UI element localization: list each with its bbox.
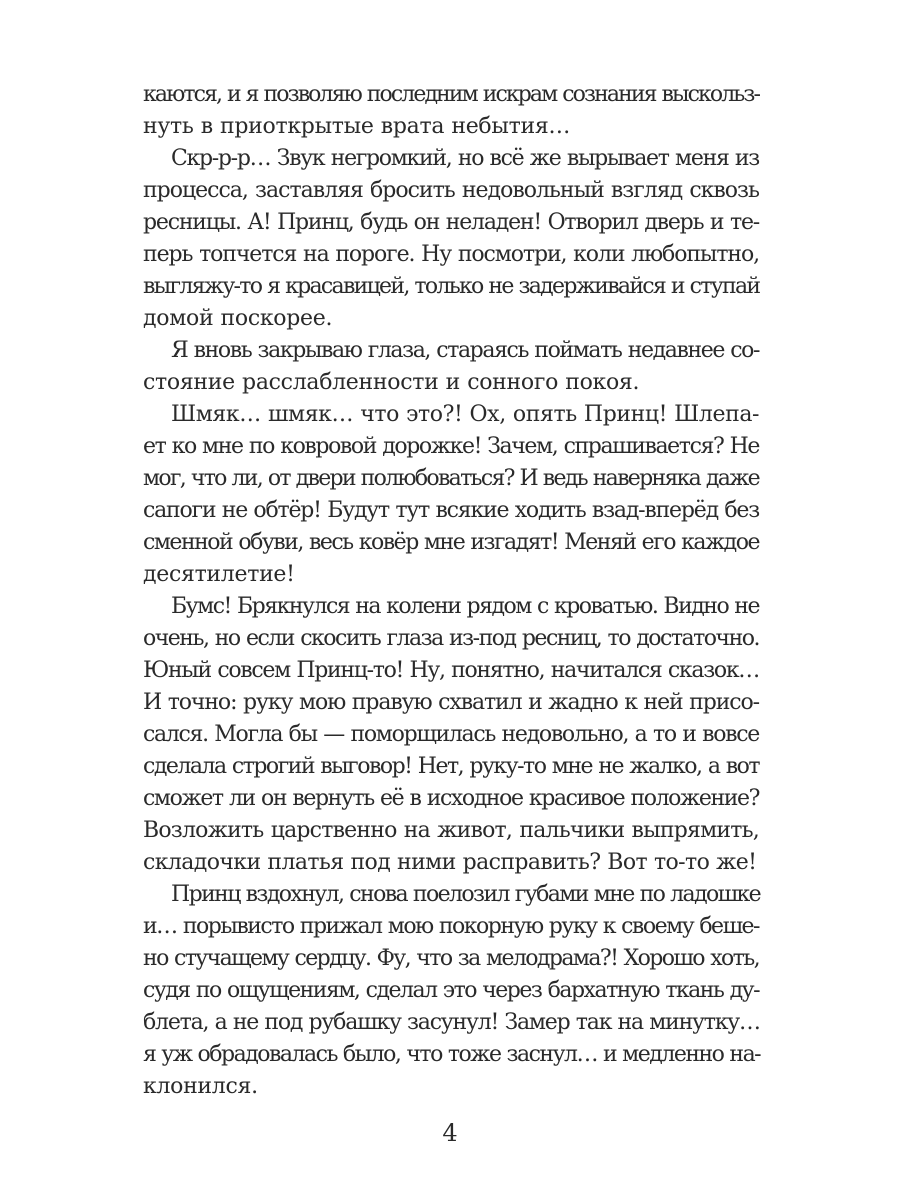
text-line: сапоги не обтёр! Будут тут всякие ходить взад-вперёд без	[143, 498, 759, 523]
paragraph	[143, 79, 759, 143]
text-line: каются, и я позволяю последним искрам сознания выскольз-	[143, 82, 759, 107]
text-line: сменной обуви, весь ковёр мне изгадят! Меняй его каждое	[143, 530, 759, 555]
text-line: домой поскорее.	[143, 306, 333, 331]
paragraph	[143, 879, 759, 1103]
text-line: стояние расслабленности и сонного покоя.	[143, 370, 640, 395]
text-line: перь топчется на пороге. Ну посмотри, коли любопытно,	[143, 242, 759, 267]
text-line: клонился.	[143, 1074, 258, 1099]
text-line: мог, что ли, от двери полюбоваться? И ведь наверняка даже	[143, 466, 760, 491]
text-line: сможет ли он вернуть её в исходное красивое положение?	[143, 786, 759, 811]
text-line: складочки платья под ними расправить? Вот то-то же!	[143, 850, 757, 875]
text-line: Возложить царственно на живот, пальчики выпрямить,	[143, 818, 759, 843]
text-line: сался. Могла бы — поморщилась недовольно, а то и вовсе	[143, 722, 759, 747]
body-text	[143, 79, 759, 1103]
text-line: сделала строгий выговор! Нет, руку-то мне не жалко, а вот	[143, 754, 759, 779]
text-line: ресницы. А! Принц, будь он неладен! Отворил дверь и те-	[143, 210, 759, 235]
text-line: И точно: руку мою правую схватил и жадно к ней присо-	[143, 690, 759, 715]
text-line: выгляжу-то я красавицей, только не задерживайся и ступай	[143, 274, 760, 299]
paragraph	[143, 591, 759, 879]
text-line: Юный совсем Принц-то! Ну, понятно, начитался сказок…	[143, 658, 759, 683]
text-line: блета, а не под рубашку засунул! Замер так на минутку…	[143, 1010, 760, 1035]
text-line: процесса, заставляя бросить недовольный взгляд сквозь	[143, 178, 759, 203]
paragraph	[143, 143, 759, 335]
page-number: 4	[442, 1119, 458, 1147]
text-line: Скр-р-р… Звук негромкий, но всё же вырывает меня из	[171, 146, 759, 171]
text-line: и… порывисто прижал мою покорную руку к своему беше-	[143, 914, 759, 939]
text-line: но стучащему сердцу. Фу, что за мелодрама?! Хорошо хоть,	[143, 946, 759, 971]
paragraph	[143, 399, 759, 591]
paragraph	[143, 335, 759, 399]
text-line: Я вновь закрываю глаза, стараясь поймать недавнее со-	[171, 338, 759, 363]
text-line: Принц вздохнул, снова поелозил губами мне по ладошке	[171, 882, 761, 907]
text-line: я уж обрадовалась было, что тоже заснул… и медленно на-	[143, 1042, 761, 1067]
text-line: ет ко мне по ковровой дорожке! Зачем, спрашивается? Не	[143, 434, 759, 459]
text-line: десятилетие!	[143, 562, 295, 587]
text-line: Бумс! Брякнулся на колени рядом с кроватью. Видно не	[171, 594, 759, 619]
text-line: очень, но если скосить глаза из-под ресниц, то достаточно.	[143, 626, 759, 651]
text-line: Шмяк… шмяк… что это?! Ох, опять Принц! Шлепа-	[171, 402, 760, 427]
text-line: судя по ощущениям, сделал это через бархатную ткань ду-	[143, 978, 759, 1003]
text-line: нуть в приоткрытые врата небытия…	[143, 114, 571, 139]
